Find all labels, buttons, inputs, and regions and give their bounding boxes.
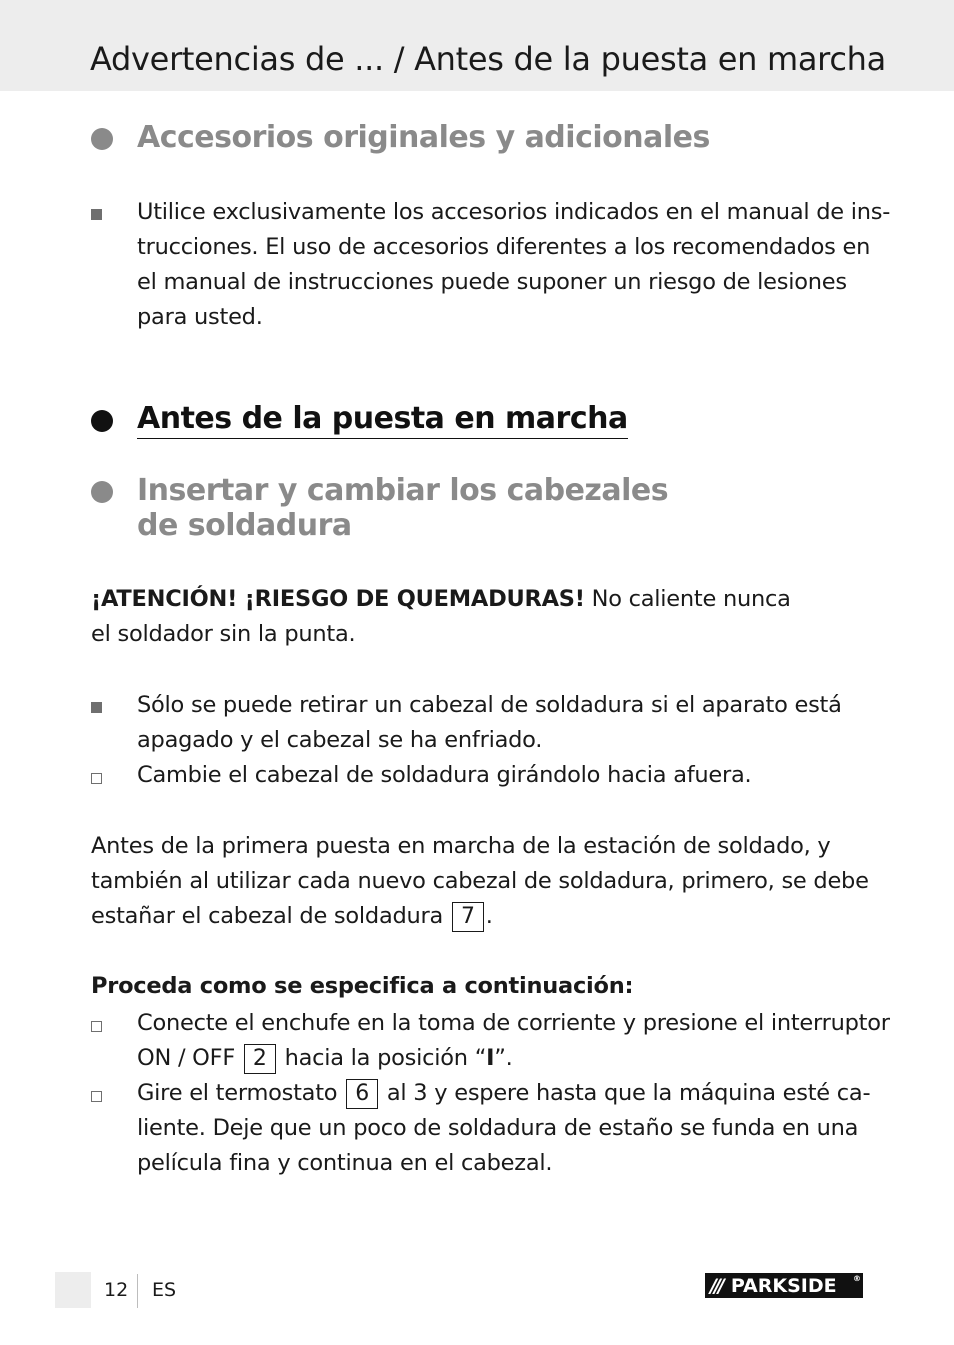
logo-brand: PARKSIDE [730, 1274, 837, 1297]
proc-step2-line-3: película fina y continua en el cabezal. [137, 1150, 553, 1176]
footer-marker [55, 1272, 91, 1308]
square-bullet-icon [91, 209, 102, 220]
proc-step2-post: al 3 y espere hasta que la máquina esté ca- [379, 1080, 871, 1106]
proc-step2-pre: Gire el termostato [137, 1080, 345, 1106]
checkbox-bullet-icon [91, 773, 102, 784]
heading-insertar-1: Insertar y cambiar los cabezales [137, 473, 669, 508]
section-bullet-icon [91, 481, 113, 503]
bullet1-line-2: apagado y el cabezal se ha enfriado. [137, 727, 543, 753]
parkside-logo [705, 1273, 863, 1298]
para-line-3 [91, 899, 867, 935]
proc-step2-line-1 [137, 1076, 871, 1112]
heading-antes: Antes de la puesta en marcha [137, 401, 628, 439]
page-title: Advertencias de ... / Antes de la puesta en marcha [90, 40, 886, 78]
square-bullet-icon [91, 702, 102, 713]
proc-step1-line-1: Conecte el enchufe en la toma de corriente y presione el interruptor [137, 1010, 890, 1036]
para-line-3-text: estañar el cabezal de soldadura [91, 903, 450, 929]
language-code: ES [152, 1279, 177, 1301]
footer-divider [137, 1274, 138, 1308]
accesorios-line-1: Utilice exclusivamente los accesorios indicados en el manual de ins- [137, 199, 891, 225]
logo-slashes-icon: /// [710, 1274, 722, 1297]
step1-text: Cambie el cabezal de soldadura girándolo hacia afuera. [137, 762, 752, 788]
reference-number: 6 [346, 1079, 378, 1109]
proc-step1-post: ”. [494, 1045, 513, 1071]
accesorios-line-3: el manual de instrucciones puede suponer un riesgo de lesiones [137, 269, 847, 295]
accesorios-line-4: para usted. [137, 304, 263, 330]
page-number: 12 [104, 1279, 129, 1301]
proc-step1-line-2 [137, 1041, 867, 1077]
accesorios-line-2: trucciones. El uso de accesorios diferentes a los recomendados en [137, 234, 871, 260]
warning-bold: ¡ATENCIÓN! ¡RIESGO DE QUEMADURAS! [91, 586, 585, 612]
para-line-2: también al utilizar cada nuevo cabezal de soldadura, primero, se debe [91, 868, 869, 894]
bullet1-line-1: Sólo se puede retirar un cabezal de soldadura si el aparato está [137, 692, 842, 718]
heading-accesorios: Accesorios originales y adicionales [137, 120, 710, 155]
proc-step1-bold: I [486, 1045, 495, 1071]
heading-insertar-2: de soldadura [137, 508, 352, 543]
section-bullet-icon [91, 410, 113, 432]
checkbox-bullet-icon [91, 1021, 102, 1032]
proc-step2-line-2: liente. Deje que un poco de soldadura de estaño se funda en una [137, 1115, 859, 1141]
proc-step1-mid: hacia la posición “ [277, 1045, 487, 1071]
registered-mark-icon: ® [853, 1274, 861, 1283]
proc-step1-pre: ON / OFF [137, 1045, 242, 1071]
procedure-heading: Proceda como se especifica a continuación: [91, 973, 634, 999]
reference-number: 2 [244, 1044, 276, 1074]
reference-number: 7 [452, 902, 484, 932]
warning-line-1 [91, 582, 867, 618]
checkbox-bullet-icon [91, 1091, 102, 1102]
warning-rest: No caliente nunca [584, 586, 791, 612]
para-line-3-end: . [485, 903, 493, 929]
warning-line-2: el soldador sin la punta. [91, 621, 356, 647]
para-line-1: Antes de la primera puesta en marcha de la estación de soldado, y [91, 833, 831, 859]
section-bullet-icon [91, 128, 113, 150]
